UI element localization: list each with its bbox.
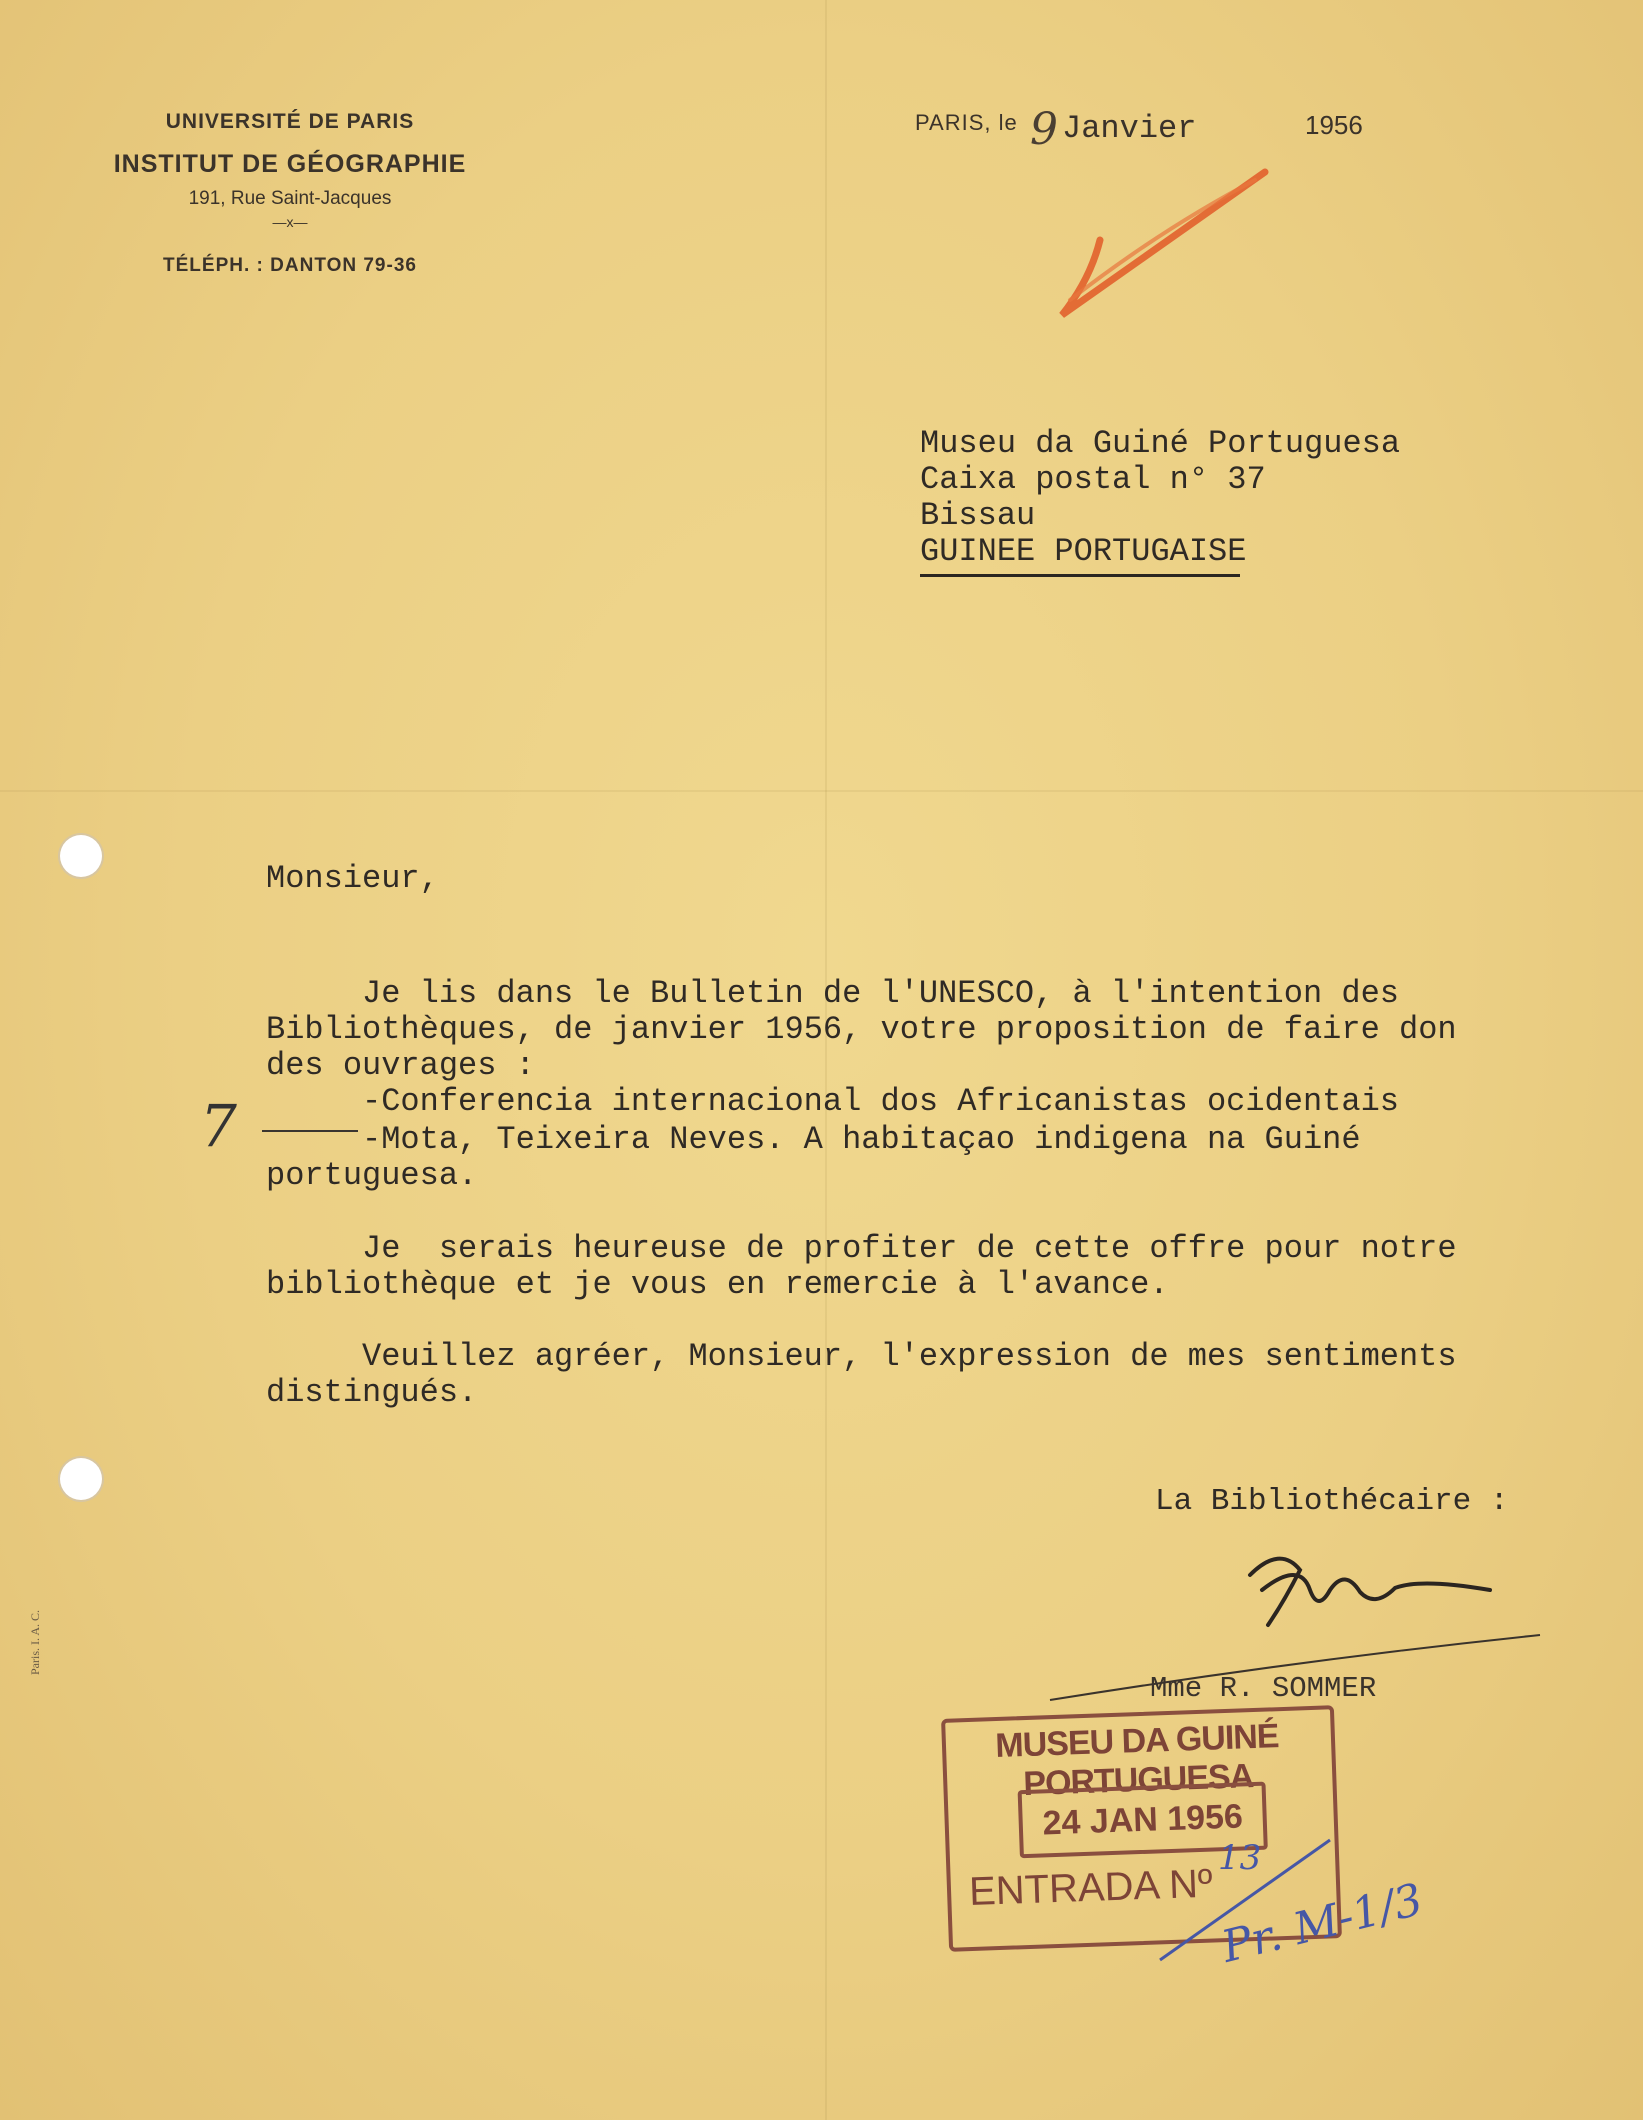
- letterhead-university: UNIVERSITÉ DE PARIS: [165, 110, 415, 133]
- entry-number: 13: [1218, 1838, 1262, 1878]
- signature-mark: [1250, 1559, 1490, 1625]
- printer-mark: Paris. I. A. C.: [28, 1610, 42, 1676]
- signature-strike: [1050, 1635, 1540, 1700]
- date-label: PARIS, le: [915, 110, 1018, 135]
- book-item-1: -Conferencia internacional dos Africanistas ocidentais: [362, 1083, 1399, 1120]
- letterhead-address: 191, Rue Saint-Jacques: [188, 188, 392, 209]
- pen-reference: Pr. M-1/3: [1216, 1874, 1428, 1973]
- date-year: 1956: [1305, 110, 1363, 140]
- stamp-museum-name: MUSEU DA GUINÉ PORTUGUESA: [994, 1717, 1280, 1804]
- paragraph-3-line-2: distingués.: [266, 1374, 478, 1411]
- signatory-name: Mme R. SOMMER: [1150, 1672, 1377, 1705]
- letterhead-institute: INSTITUT DE GÉOGRAPHIE: [113, 150, 467, 178]
- date-day: 9: [1030, 104, 1058, 155]
- paragraph-2-line-2: bibliothèque et je vous en remercie à l'avance.: [266, 1266, 1169, 1303]
- date-month: Janvier: [1062, 110, 1197, 147]
- phone-number: DANTON 79-36: [270, 255, 417, 276]
- paragraph-1-line-3: des ouvrages :: [266, 1047, 535, 1084]
- stamp-entry-label: ENTRADA Nº: [968, 1861, 1214, 1915]
- margin-note: 7: [200, 1092, 237, 1160]
- paragraph-1-line-2: Bibliothèques, de janvier 1956, votre proposition de faire don: [266, 1011, 1457, 1048]
- recipient-line-3: Bissau: [920, 497, 1036, 534]
- recipient-line-1: Museu da Guiné Portuguesa: [920, 425, 1401, 462]
- stamp-strike-line: [1160, 1840, 1330, 1960]
- paragraph-2-line-1: Je serais heureuse de profiter de cette offre pour notre: [362, 1230, 1457, 1267]
- recipient-line-4: GUINEE PORTUGAISE: [920, 533, 1247, 570]
- stamp-date: 24 JAN 1956: [1018, 1782, 1268, 1859]
- salutation: Monsieur,: [266, 860, 439, 897]
- orange-check-mark: [1062, 172, 1265, 315]
- letterhead-separator: —x—: [272, 214, 308, 230]
- paragraph-1-line-1: Je lis dans le Bulletin de l'UNESCO, à l'intention des: [362, 975, 1399, 1012]
- paragraph-3-line-1: Veuillez agréer, Monsieur, l'expression de mes sentiments: [362, 1338, 1457, 1375]
- phone-label: TÉLÉPH. :: [163, 255, 264, 276]
- signatory-role: La Bibliothécaire :: [1155, 1484, 1509, 1519]
- book-item-2-continued: portuguesa.: [266, 1157, 478, 1194]
- recipient-line-2: Caixa postal n° 37: [920, 461, 1266, 498]
- book-item-2: -Mota, Teixeira Neves. A habitaçao indigena na Guiné: [362, 1121, 1361, 1158]
